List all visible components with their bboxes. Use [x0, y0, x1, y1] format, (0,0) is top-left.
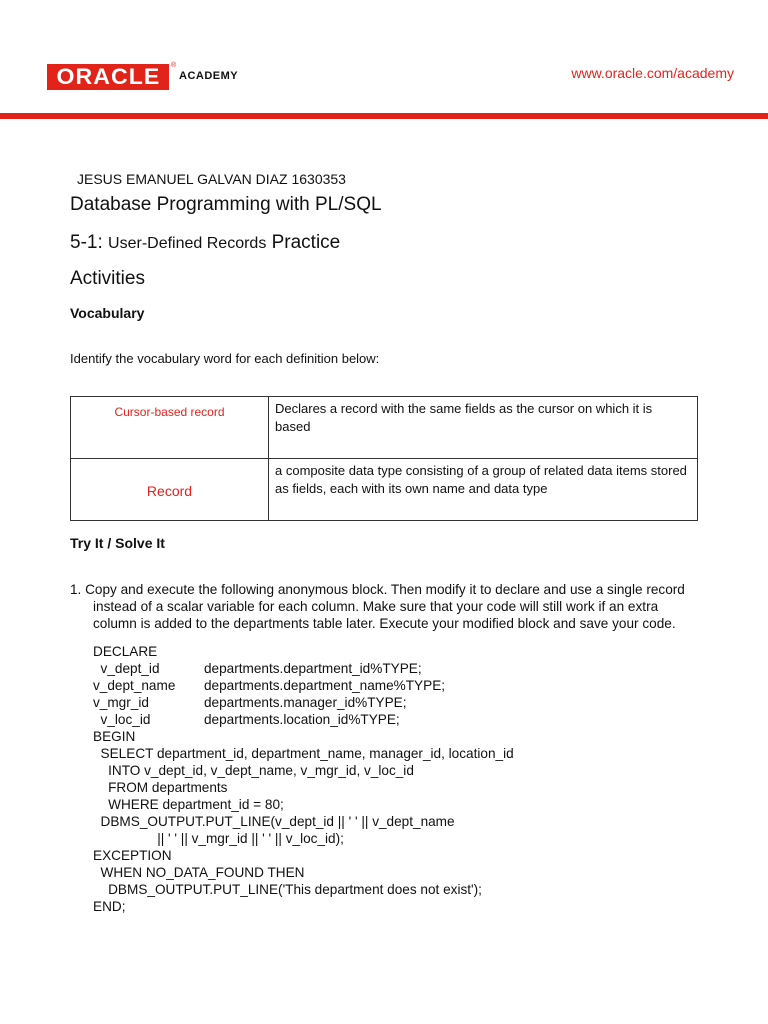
- oracle-logo: [47, 64, 169, 90]
- activities-heading: Activities: [70, 268, 145, 289]
- header-divider: [0, 113, 768, 119]
- code-line: [93, 711, 514, 728]
- code-line: || ' ' || v_mgr_id || ' ' || v_loc_id);: [93, 831, 344, 846]
- course-title: Database Programming with PL/SQL: [70, 194, 382, 215]
- lesson-number: 5-1:: [70, 232, 103, 253]
- code-line: WHEN NO_DATA_FOUND THEN: [93, 865, 305, 880]
- lesson-title: [70, 232, 340, 254]
- academy-site-link[interactable]: www.oracle.com/academy: [571, 65, 734, 81]
- vocab-term: Record: [146, 483, 193, 499]
- code-var: v_mgr_id: [93, 695, 149, 710]
- code-var: v_dept_id: [93, 661, 160, 676]
- question-text: instead of a scalar variable for each column. Make sure that your code will still work if an extra: [93, 599, 659, 614]
- code-line: DBMS_OUTPUT.PUT_LINE('This department does not exist');: [93, 882, 482, 897]
- code-line: [93, 694, 514, 711]
- vocab-definition: a composite data type consisting of a group of related data items stored as fields, each with its own name and data type: [269, 459, 698, 521]
- code-line: END;: [93, 899, 126, 914]
- oracle-logo-text: ORACLE: [56, 64, 160, 89]
- code-line: FROM departments: [93, 780, 228, 795]
- question-text: column is added to the departments table later. Execute your modified block and save your code.: [93, 616, 676, 631]
- code-line: [93, 660, 514, 677]
- vocabulary-heading: Vocabulary: [70, 305, 145, 321]
- vocabulary-instructions: Identify the vocabulary word for each definition below:: [70, 351, 380, 366]
- vocabulary-table: [70, 396, 698, 521]
- academy-label: ACADEMY: [179, 70, 239, 82]
- question-1: [70, 581, 710, 632]
- code-type: departments.location_id%TYPE;: [204, 712, 400, 727]
- question-text: 1. Copy and execute the following anonymous block. Then modify it to declare and use a single record: [70, 582, 685, 597]
- code-line: WHERE department_id = 80;: [93, 797, 284, 812]
- vocab-term-cell: [71, 397, 269, 459]
- registered-mark: ®: [171, 62, 177, 69]
- vocab-term-cell: [71, 459, 269, 521]
- lesson-name: User-Defined Records: [108, 235, 267, 252]
- author-line: JESUS EMANUEL GALVAN DIAZ 1630353: [77, 171, 346, 187]
- code-line: [93, 677, 514, 694]
- code-var: v_loc_id: [93, 712, 151, 727]
- vocab-definition: Declares a record with the same fields as the cursor on which it is based: [269, 397, 698, 459]
- code-type: departments.department_name%TYPE;: [204, 678, 446, 693]
- table-row: [71, 459, 698, 521]
- code-type: departments.manager_id%TYPE;: [204, 695, 407, 710]
- try-it-heading: Try It / Solve It: [70, 535, 165, 551]
- code-line: EXCEPTION: [93, 848, 172, 863]
- code-line: DBMS_OUTPUT.PUT_LINE(v_dept_id || ' ' || v_dept_name: [93, 814, 455, 829]
- code-line: DECLARE: [93, 644, 158, 659]
- page-header: [0, 0, 768, 118]
- code-var: v_dept_name: [93, 678, 176, 693]
- code-line: BEGIN: [93, 729, 136, 744]
- table-row: [71, 397, 698, 459]
- code-block: [93, 643, 514, 915]
- vocab-term: Cursor-based record: [114, 405, 225, 419]
- lesson-suffix: Practice: [271, 232, 341, 253]
- code-line: INTO v_dept_id, v_dept_name, v_mgr_id, v_loc_id: [93, 763, 414, 778]
- code-line: SELECT department_id, department_name, manager_id, location_id: [93, 746, 514, 761]
- code-type: departments.department_id%TYPE;: [204, 661, 422, 676]
